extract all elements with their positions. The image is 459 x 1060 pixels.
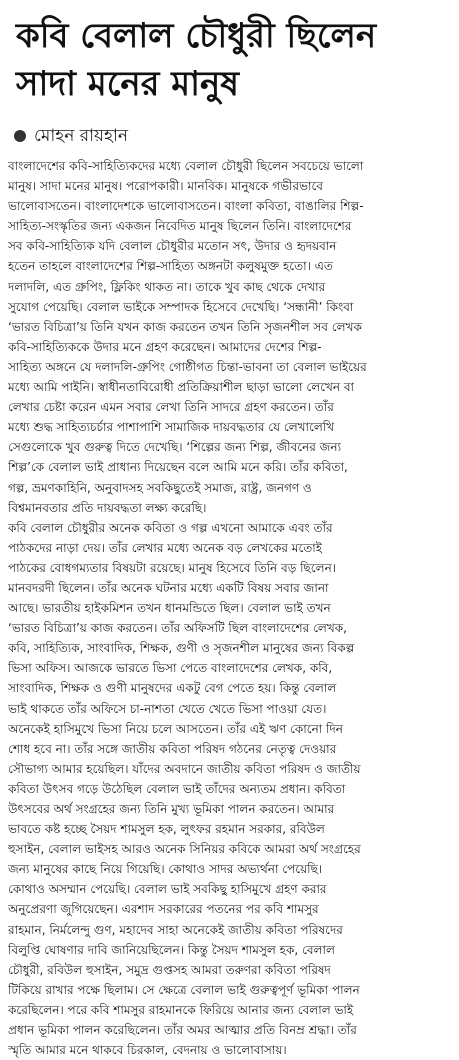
article-line: অনুপ্রেরণা জুগিয়েছেন। এরশাদ সরকারের পতনের পর কবি শামসুর — [8, 902, 319, 917]
article-line: হুসাইন, বেলাল ভাইসহ আরও অনেক সিনিয়র কবিকে আমরা অর্থ সংগ্রহের — [8, 842, 361, 857]
article-line: শোধ হবে না। তাঁর সঙ্গে জাতীয় কবিতা পরিষদ গঠনের নেতৃত্ব দেওয়ার — [8, 741, 337, 756]
article-line: ভাবতে কষ্ট হচ্ছে সৈয়দ শামসুল হক, লুৎফর রহমান সরকার, রবিউল — [8, 822, 325, 837]
article-line: কোথাও অসম্মান পেয়েছি। বেলাল ভাই সবকিছু হাসিমুখে গ্রহণ করার — [8, 882, 327, 897]
article-line: ‘ভারত বিচিত্রা’য় কাজ করতেন। তাঁর অফিসটি ছিল বাংলাদেশের লেখক, — [8, 621, 347, 636]
article-line: লেখার চেষ্টা করেন এমন সবার লেখা তিনি সাদরে গ্রহণ করতেন। তাঁর — [8, 400, 334, 415]
article-line: বাংলাদেশের কবি-সাহিত্যিকদের মধ্যে বেলাল চৌধুরী ছিলেন সবচেয়ে ভালো — [8, 159, 364, 173]
article-line: ভিসা অফিস। আজকে ভারতে ভিসা পেতে বাংলাদেশের লেখক, কবি, — [8, 661, 333, 676]
article-line: মধ্যে আমি পাইনি। স্বাধীনতাবিরোধী প্রতিক্রিয়াশীল ছাড়া ভালো লেখেন বা — [8, 380, 354, 395]
headline — [16, 12, 446, 108]
article-line: টিকিয়ে রাখার পক্ষে ছিলাম। সে ক্ষেত্রে বেলাল ভাই গুরুত্বপূর্ণ ভূমিকা পালন — [8, 982, 360, 997]
article-line: সৌভাগ্য আমার হয়েছিল। যাঁদের অবদানে জাতীয় কবিতা পরিষদ ও জাতীয় — [8, 761, 361, 776]
bullet-dot-icon — [14, 130, 26, 142]
article-line: হতেন তাহলে বাংলাদেশের শিল্প-সাহিত্য অঙ্গনটা কলুষমুক্ত হতো। এত — [8, 259, 333, 274]
article-line: ভাই থাকতে তাঁর অফিসে চা-নাশতা খেতে খেতে ভিসা পাওয়া যেত। — [8, 701, 327, 716]
article-line: সুযোগ পেয়েছি। বেলাল ভাইকে সম্পাদক হিসেবে দেখেছি। ‘সন্ধানী’ কিংবা — [8, 299, 354, 314]
article-line: গল্প, ভ্রমণকাহিনি, অনুবাদসহ সবকিছুতেই সমাজ, রাষ্ট্র, জনগণ ও — [8, 480, 312, 495]
article-line: কবি-সাহিত্যিককে উদার মনে গ্রহণ করেছেন। আমাদের দেশের শিল্প- — [8, 339, 322, 354]
article-line: শিল্প’কে বেলাল ভাই প্রাধান্য দিয়েছেন বলে আমি মনে করি। তাঁর কবিতা, — [8, 460, 348, 475]
article-line: কবি বেলাল চৌধুরীর অনেক কবিতা ও গল্প এখনো আমাকে এবং তাঁর — [8, 520, 333, 535]
article-line: অনেকেই হাসিমুখে ভিসা নিয়ে চলে আসতেন। তাঁর এই ঋণ কোনো দিন — [8, 721, 343, 736]
article-paragraph — [8, 156, 453, 518]
article-line: সাংবাদিক, শিক্ষক ও গুণী মানুষদের একটু বেগ পেতে হয়। কিন্তু বেলাল — [8, 681, 337, 696]
article-line: চৌধুরী, রবিউল হুসাইন, সমুদ্র গুপ্তসহ আমরা তরুণরা কবিতা পরিষদ — [8, 962, 331, 977]
article-line: দলাদলি, এত গ্রুপিং, ফ্লিকিং থাকত না। তাকে খুব কাছ থেকে দেখার — [8, 279, 326, 294]
article-line: সাহিত্য অঙ্গনে যে দলাদলি-গ্রুপিং গোষ্ঠীগত চিন্তা-ভাবনা তা বেলাল ভাইয়ের — [8, 359, 367, 374]
article-line: স্মৃতি আমার মনে থাকবে চিরকাল, বেদনায় ও ভালোবাসায়। — [8, 1043, 287, 1058]
article-line: বিশ্বমানবতার প্রতি দায়বদ্ধতা লক্ষ্য করেছি। — [8, 500, 207, 515]
article-line: বিলুপ্তি ঘোষণার দাবি জানিয়েছিলেন। কিন্তু সৈয়দ শামসুল হক, বেলাল — [8, 942, 335, 957]
article-line: উৎসবের অর্থ সংগ্রহের জন্য তিনি মুখ্য ভূমিকা পালন করতেন। আমার — [8, 802, 335, 816]
article-line: সেগুলোকে খুব গুরুত্ব দিতে দেখেছি। ‘শিল্পের জন্য শিল্প, জীবনের জন্য — [8, 440, 342, 455]
article-line: পাঠকের বোধগম্যতার বিষয়টা রয়েছে। মানুষ হিসেবে তিনি বড় ছিলেন। — [8, 560, 337, 575]
article-body — [8, 156, 453, 1060]
article-line: কবিতা উৎসব গড়ে উঠেছিল বেলাল ভাই তাঁদের অন্যতম প্রধান। কবিতা — [8, 781, 346, 796]
article-line: সাহিত্য-সংস্কৃতির জন্য একজন নিবেদিত মানুষ ছিলেন তিনি। বাংলাদেশের — [8, 219, 352, 234]
byline-author: মোহন রায়হান — [34, 126, 129, 146]
article-line: মানবদরদী ছিলেন। তাঁর অনেক ঘটনার মধ্যে একটি বিষয় সবার জানা — [8, 580, 329, 595]
article-line: মানুষ। সাদা মনের মানুষ। পরোপকারী। মানবিক। মানুষকে গভীরভাবে — [8, 179, 323, 194]
article-line: ভালোবাসতেন। বাংলাদেশকে ভালোবাসতেন। বাংলা কবিতা, বাঙালির শিল্প- — [8, 199, 364, 214]
headline-line-2: সাদা মনের মানুষ — [16, 64, 240, 104]
article-paragraph — [8, 518, 453, 1060]
article-line: প্রধান ভূমিকা পালন করেছিলেন। তাঁর অমর আত্মার প্রতি বিনম্র শ্রদ্ধা। তাঁর — [8, 1023, 357, 1038]
article-line: পাঠকদের নাড়া দেয়। তাঁর লেখার মধ্যে অনেক বড় লেখকের মতোই — [8, 540, 322, 555]
article-line: জন্য মানুষের কাছে নিয়ে গিয়েছি। কোথাও সাদর অভ্যর্থনা পেয়েছি। — [8, 862, 323, 877]
article-line: রাহমান, নির্মলেন্দু গুণ, মহাদেব সাহা অনেকেই জাতীয় কবিতা পরিষদের — [8, 922, 343, 937]
article-line: ‘ভারত বিচিত্রা’য় তিনি যখন কাজ করতেন তখন তিনি সৃজনশীল সব লেখক — [8, 319, 362, 334]
article-line: সব কবি-সাহিত্যিক যদি বেলাল চৌধুরীর মতোন সৎ, উদার ও হৃদয়বান — [8, 239, 337, 254]
byline — [14, 124, 444, 148]
article-line: কবি, সাহিত্যিক, সাংবাদিক, শিক্ষক, গুণী ও সৃজনশীল মানুষের জন্য বিকল্প — [8, 641, 355, 656]
article-line: করেছিলেন। পরে কবি শামসুর রাহমানকে ফিরিয়ে আনার জন্য বেলাল ভাই — [8, 1002, 354, 1017]
article-line: আছে। ভারতীয় হাইকমিশন তখন ধানমন্ডিতে ছিল। বেলাল ভাই তখন — [8, 601, 331, 616]
headline-line-1: কবি বেলাল চৌধুরী ছিলেন — [16, 16, 377, 56]
article-line: মধ্যে শুদ্ধ সাহিত্যচর্চার পাশাপাশি সামাজিক দায়বদ্ধতার যে লেখালেখি — [8, 420, 335, 435]
